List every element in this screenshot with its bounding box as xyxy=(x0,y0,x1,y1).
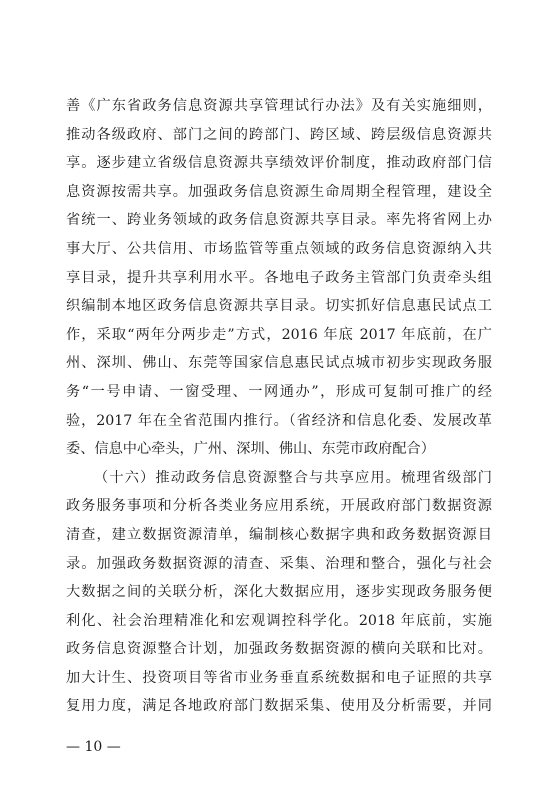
text-line: 政务服务事项和分析各类业务应用系统，开展政府部门数据资源 xyxy=(66,498,492,515)
text-line: 善《广东省政务信息资源共享管理试行办法》及有关实施细则， xyxy=(66,98,492,114)
text-line: 委、信息中心牵头，广州、深圳、佛山、东莞市政府配合） xyxy=(66,441,435,458)
page-number: — 10 — xyxy=(66,739,121,755)
text-line: 作，采取“两年分两步走”方式，2016 年底 2017 年底前，在广 xyxy=(66,326,492,343)
text-line: 州、深圳、佛山、东莞等国家信息惠民试点城市初步实现政务服 xyxy=(66,355,492,372)
text-line: 利化、社会治理精准化和宏观调控科学化。2018 年底前，实施 xyxy=(66,612,492,629)
document-body xyxy=(66,92,492,721)
text-line: 省统一、跨业务领域的政务信息资源共享目录。率先将省网上办 xyxy=(66,212,492,229)
text-line: 享。逐步建立省级信息资源共享绩效评价制度，推动政府部门信 xyxy=(66,155,492,172)
text-line: 复用力度，满足各地政府部门数据采集、使用及分析需要，并同 xyxy=(66,698,492,715)
text-line: 推动各级政府、部门之间的跨部门、跨区域、跨层级信息资源共 xyxy=(66,126,492,143)
text-line: 清查，建立数据资源清单，编制核心数据字典和政务数据资源目 xyxy=(66,526,492,543)
section-heading-line: （十六）推动政务信息资源整合与共享应用。梳理省级部门 xyxy=(94,469,492,486)
text-line: 录。加强政务数据资源的清查、采集、治理和整合，强化与社会 xyxy=(66,555,492,572)
text-line: 验，2017 年在全省范围内推行。（省经济和信息化委、发展改革 xyxy=(66,412,492,429)
text-line: 政务信息资源整合计划，加强政务数据资源的横向关联和比对。 xyxy=(66,641,492,658)
text-line: 息资源按需共享。加强政务信息资源生命周期全程管理，建设全 xyxy=(66,183,492,200)
text-line: 务“一号申请、一窗受理、一网通办”，形成可复制可推广的经 xyxy=(66,383,492,400)
text-line: 加大计生、投资项目等省市业务垂直系统数据和电子证照的共享 xyxy=(66,669,492,686)
text-line: 织编制本地区政务信息资源共享目录。切实抓好信息惠民试点工 xyxy=(66,298,492,315)
text-line: 享目录，提升共享利用水平。各地电子政务主管部门负责牵头组 xyxy=(66,269,492,286)
text-line: 事大厅、公共信用、市场监管等重点领域的政务信息资源纳入共 xyxy=(66,240,492,257)
text-line: 大数据之间的关联分析，深化大数据应用，逐步实现政务服务便 xyxy=(66,584,492,601)
